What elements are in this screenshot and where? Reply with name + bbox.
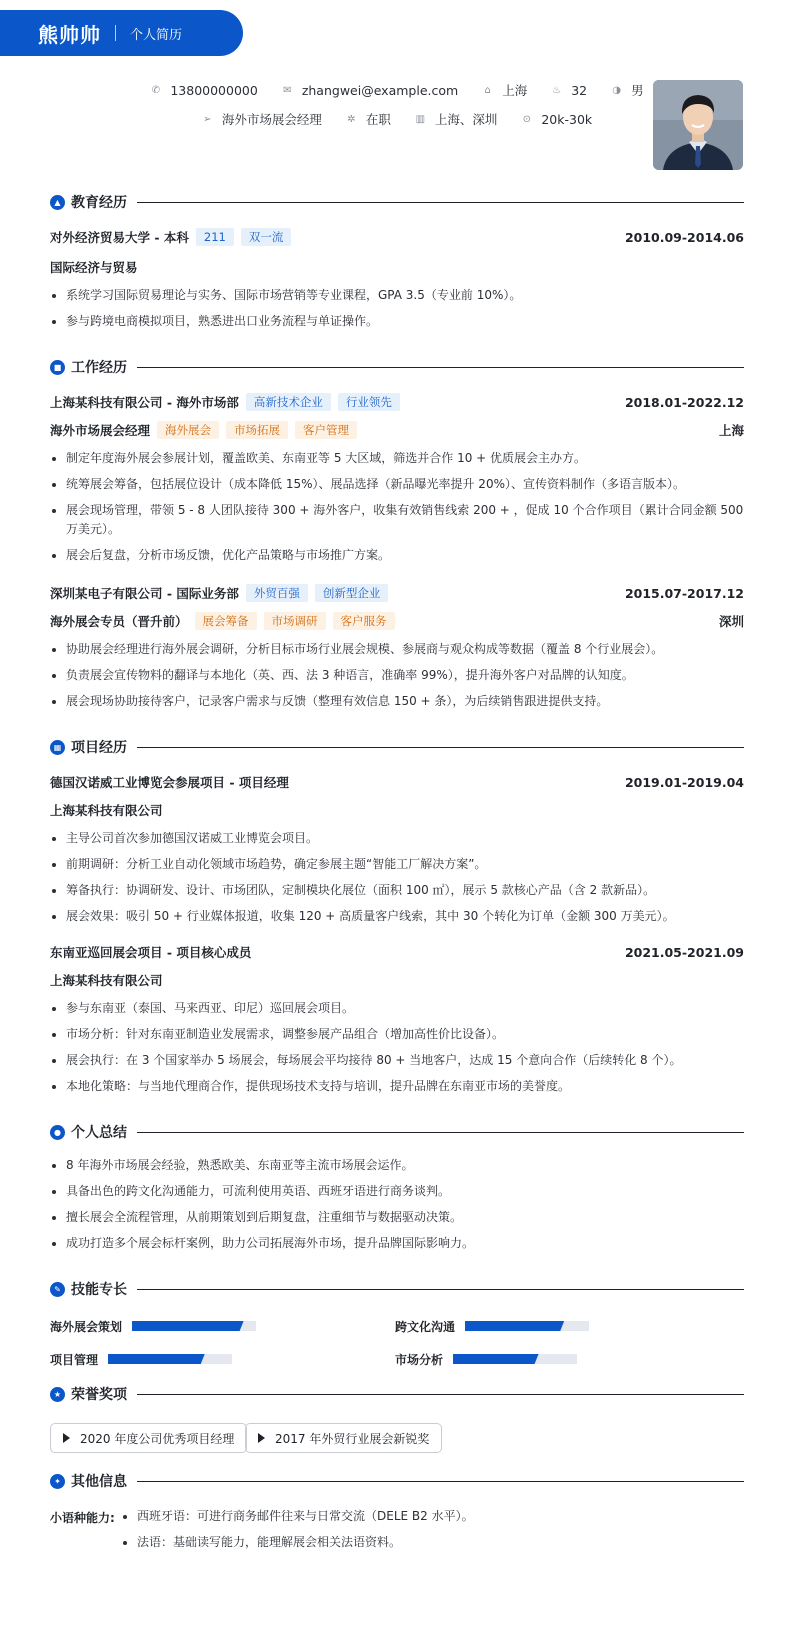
skill-name: 海外展会策划 [50,1319,123,1334]
skill-item [50,1352,232,1366]
gender-icon: ◑ [612,84,621,96]
section-title: 项目经历 [71,740,127,756]
section-title: 技能专长 [71,1282,127,1298]
skill-item [395,1319,589,1333]
work-city: 上海 [718,423,744,438]
role-tag: 客户服务 [333,612,395,630]
contact-age: ♨ 32 [552,82,588,98]
award-title: 2017 年外贸行业展会新锐奖 [275,1431,430,1446]
skill-item [395,1352,577,1366]
work-date: 2015.07-2017.12 [624,585,744,601]
skill-bar-fill [132,1321,244,1331]
work-entry-1 [50,392,744,572]
education-entry [50,227,744,338]
list-item: 展会执行：在 3 个国家举办 5 场展会，每场展会平均接待 80 + 当地客户，达成 15 个意向合作（后续转化 8 个）。 [50,1051,744,1070]
list-item: 法语：基础读写能力，能理解展会相关法语资料。 [121,1533,744,1552]
list-item: 西班牙语：可进行商务邮件往来与日常交流（DELE B2 水平）。 [121,1507,744,1526]
project-name: 东南亚巡回展会项目 - 项目核心成员 [50,945,252,960]
list-item: 前期调研：分析工业自动化领域市场趋势，确定参展主题“智能工厂解决方案”。 [50,855,744,874]
section-title: 个人总结 [71,1125,127,1141]
role-tag: 市场调研 [264,612,326,630]
section-skills-header [50,1280,744,1298]
award-icon: ★ [50,1387,65,1402]
skill-name: 项目管理 [50,1352,99,1367]
contact-target-job: ➢ 海外市场展会经理 [203,112,322,127]
summary-list [50,1156,744,1260]
contact-status: ✲ 在职 [347,112,391,127]
school-tag: 211 [196,228,234,246]
building-icon: ▥ [415,113,426,125]
project-date: 2021.05-2021.09 [624,944,744,960]
list-item: 擅长展会全流程管理，从前期策划到后期复盘，注重细节与数据驱动决策。 [50,1208,744,1227]
briefcase-icon: ■ [50,360,65,375]
list-item: 制定年度海外展会参展计划，覆盖欧美、东南亚等 5 大区域，筛选并合作 10 + 优质展会主办方。 [50,449,744,468]
divider [115,25,116,41]
profile-photo [653,80,743,170]
section-title: 工作经历 [71,360,127,376]
home-icon: ⌂ [484,84,491,96]
list-item: 协助展会经理进行海外展会调研，分析目标市场行业展会规模、参展商与观众构成等数据（覆盖 8 个行业展会）。 [50,640,744,659]
skill-bar [453,1354,577,1364]
award-title: 2020 年度公司优秀项目经理 [80,1431,235,1446]
work-entry-2 [50,583,744,718]
section-divider [137,367,744,368]
section-honors-header [50,1385,744,1403]
company-tag: 创新型企业 [315,584,389,602]
section-divider [137,747,744,748]
list-item: 统筹展会筹备，包括展位设计（成本降低 15%）、展品选择（新品曝光率提升 20%）、宣传资料制作（多语言版本）。 [50,475,744,494]
phone-icon: ✆ [151,84,161,96]
section-work-header [50,358,744,376]
skill-bar [108,1354,232,1364]
company-name: 深圳某电子有限公司 - 国际业务部 [50,586,239,601]
play-icon [63,1433,70,1443]
section-divider [137,1289,744,1290]
award-card [245,1423,442,1453]
section-title: 教育经历 [71,195,127,211]
section-title: 其他信息 [71,1474,127,1490]
candidate-name: 熊帅帅 [38,22,101,47]
list-item: 参与东南亚（泰国、马来西亚、印尼）巡回展会项目。 [50,999,744,1018]
list-item: 参与跨境电商模拟项目，熟悉进出口业务流程与单证操作。 [50,312,744,331]
company-tag: 行业领先 [338,393,400,411]
section-divider [137,202,744,203]
project-entry-1 [50,772,744,933]
section-project-header [50,738,744,756]
section-divider [137,1481,744,1482]
section-other-header [50,1472,744,1490]
role-tag: 市场拓展 [226,421,288,439]
list-item: 展会效果：吸引 50 + 行业媒体报道，收集 120 + 高质量客户线索，其中 30 个转化为订单（金额 300 万美元）。 [50,907,744,926]
grid-icon: ▦ [50,740,65,755]
user-icon: ● [50,1125,65,1140]
work-date: 2018.01-2022.12 [624,394,744,410]
skill-bar-fill [108,1354,205,1364]
list-item: 展会后复盘，分析市场反馈，优化产品策略与市场推广方案。 [50,546,744,565]
school-tag: 双一流 [241,228,292,246]
section-education-header [50,193,744,211]
skill-bar-fill [465,1321,564,1331]
skill-name: 跨文化沟通 [395,1319,456,1334]
other-info [50,1507,744,1559]
company-name: 上海某科技有限公司 - 海外市场部 [50,395,239,410]
pen-icon: ✎ [50,1282,65,1297]
work-city: 深圳 [718,614,744,629]
skill-bar [132,1321,256,1331]
role-tag: 海外展会 [157,421,219,439]
project-name: 德国汉诺威工业博览会参展项目 - 项目经理 [50,775,289,790]
contact-work-city: ▥ 上海、深圳 [415,112,498,127]
graduation-cap-icon: ▲ [50,195,65,210]
list-item: 本地化策略：与当地代理商合作，提供现场技术支持与培训，提升品牌在东南亚市场的美誉度。 [50,1077,744,1096]
list-item: 筹备执行：协调研发、设计、市场团队，定制模块化展位（面积 100 ㎡），展示 5 款核心产品（含 2 款新品）。 [50,881,744,900]
award-card [50,1423,247,1453]
section-divider [137,1132,744,1133]
contact-email: ✉ zhangwei@example.com [283,82,459,98]
play-icon [258,1433,265,1443]
list-item: 市场分析：针对东南亚制造业发展需求，调整参展产品组合（增加高性价比设备）。 [50,1025,744,1044]
project-date: 2019.01-2019.04 [624,774,744,790]
salary-icon: ⊙ [522,113,532,125]
school-name: 对外经济贸易大学 - 本科 [50,230,189,245]
role-tag: 展会筹备 [195,612,257,630]
list-item: 展会现场管理，带领 5 - 8 人团队接待 300 + 海外客户，收集有效销售线索 200 + ，促成 10 个合作项目（累计合同金额 500 万美元）。 [50,501,744,539]
project-org: 上海某科技有限公司 [50,973,163,988]
contact-gender: ◑ 男 [612,83,644,98]
mail-icon: ✉ [283,84,292,96]
role-tag: 客户管理 [295,421,357,439]
list-item: 展会现场协助接待客户，记录客户需求与反馈（整理有效信息 150 + 条），为后续销售跟进提供支持。 [50,692,744,711]
list-item: 具备出色的跨文化沟通能力，可流利使用英语、西班牙语进行商务谈判。 [50,1182,744,1201]
list-item: 负责展会宣传物料的翻译与本地化（英、西、法 3 种语言，准确率 99%），提升海外客户对品牌的认知度。 [50,666,744,685]
project-org: 上海某科技有限公司 [50,803,163,818]
contact-city: ⌂ 上海 [482,81,527,99]
company-tag: 外贸百强 [246,584,308,602]
skill-bar-fill [453,1354,539,1364]
job-title: 海外展会专员（晋升前） [50,614,188,629]
skill-name: 市场分析 [395,1352,444,1367]
list-item: 主导公司首次参加德国汉诺威工业博览会项目。 [50,829,744,848]
language-label: 小语种能力: [50,1511,115,1525]
status-icon: ✲ [347,113,356,125]
company-tag: 高新技术企业 [246,393,331,411]
star-icon: ✦ [50,1474,65,1489]
project-entry-2 [50,942,744,1103]
section-summary-header [50,1123,744,1141]
contact-salary: ⊙ 20k-30k [522,111,593,127]
section-title: 荣誉奖项 [71,1387,127,1403]
skill-bar [465,1321,589,1331]
job-title: 海外市场展会经理 [50,423,151,438]
resume-subtitle: 个人简历 [130,27,183,43]
major: 国际经济与贸易 [50,260,138,275]
list-item: 8 年海外市场展会经验，熟悉欧美、东南亚等主流市场展会运作。 [50,1156,744,1175]
skill-item [50,1319,256,1333]
cake-icon: ♨ [552,84,562,96]
contact-phone: ✆ 13800000000 [151,82,258,98]
section-divider [137,1394,744,1395]
list-item: 成功打造多个展会标杆案例，助力公司拓展海外市场，提升品牌国际影响力。 [50,1234,744,1253]
name-banner [0,10,243,56]
send-icon: ➢ [203,113,212,125]
list-item: 系统学习国际贸易理论与实务、国际市场营销等专业课程，GPA 3.5（专业前 10%）。 [50,286,744,305]
education-date: 2010.09-2014.06 [624,229,744,245]
